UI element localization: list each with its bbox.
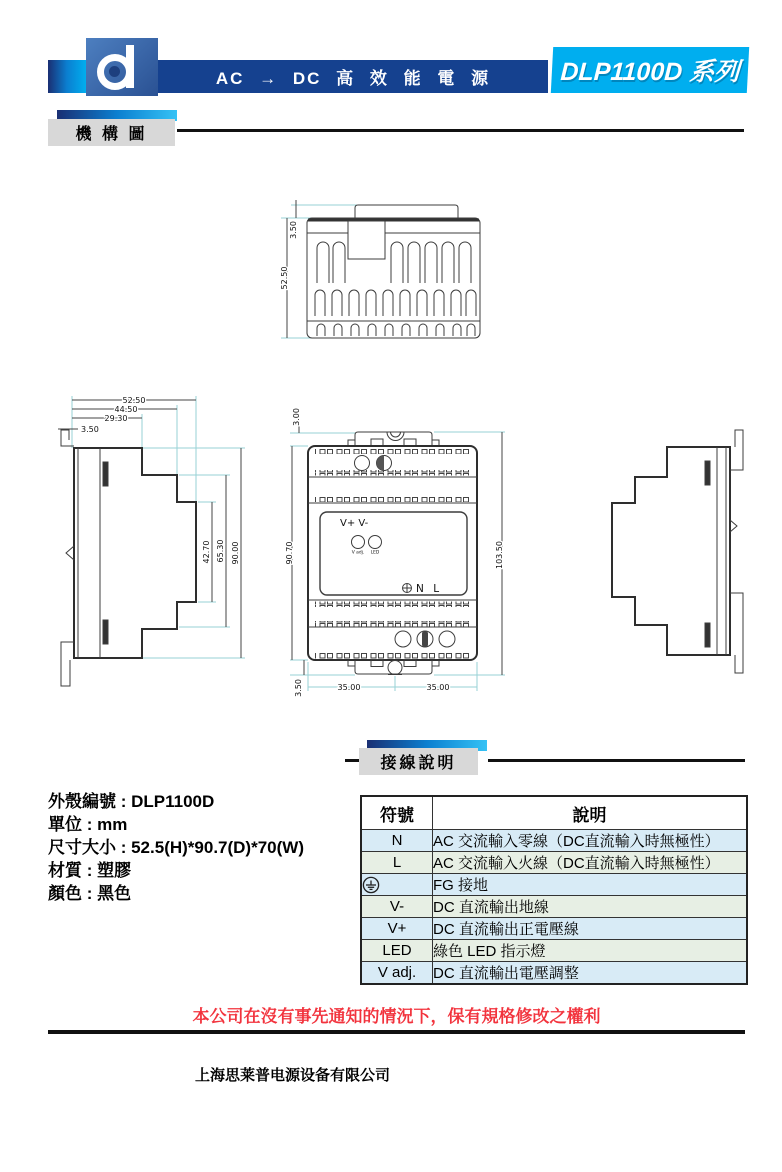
desc-cell: 綠色 LED 指示燈 bbox=[433, 940, 748, 962]
rights-notice: 本公司在沒有事先通知的情況下，保有規格修改之權利 bbox=[192, 1007, 601, 1026]
spec-line-size: 尺寸大小 : 52.5(H)*90.7(D)*70(W) bbox=[48, 838, 304, 857]
mechanical-section-rule bbox=[177, 129, 744, 132]
header-banner bbox=[158, 60, 548, 93]
dim-top-tab: 3.50 bbox=[289, 221, 298, 239]
dim-side-h3: 90.00 bbox=[231, 541, 240, 565]
series-badge-text: DLP1100D 系列 bbox=[559, 58, 741, 86]
dim-side-w2: 44.50 bbox=[114, 405, 138, 414]
desc-cell: DC 直流輸出電壓調整 bbox=[433, 962, 748, 985]
footer-divider bbox=[48, 1030, 745, 1034]
series-badge bbox=[551, 47, 749, 93]
wiring-section-title-text: 接線說明 bbox=[380, 755, 457, 772]
drawing-front-view bbox=[285, 395, 510, 707]
company-name: 上海思莱普电源设备有限公司 bbox=[195, 1067, 391, 1084]
mechanical-section-title bbox=[48, 119, 175, 146]
ground-icon bbox=[362, 876, 380, 894]
wiring-section-rule-right bbox=[488, 759, 745, 762]
dim-front-span2: 35.00 bbox=[426, 683, 450, 692]
wiring-section-title bbox=[359, 748, 478, 775]
vent-slots-row1 bbox=[317, 242, 471, 283]
dim-side-h1: 42.70 bbox=[202, 540, 211, 564]
case-specs bbox=[48, 790, 368, 905]
table-row bbox=[361, 940, 747, 962]
label-output-terminals: V+ V- bbox=[340, 518, 369, 529]
symbol-cell: V- bbox=[361, 896, 433, 918]
spec-line-material: 材質 : 塑膠 bbox=[48, 861, 132, 880]
table-row bbox=[361, 852, 747, 874]
dim-side-w1: 52.50 bbox=[122, 396, 146, 405]
table-row bbox=[361, 962, 747, 985]
header-accent-square bbox=[48, 60, 86, 93]
wiring-table bbox=[360, 795, 748, 985]
col-header-desc: 說明 bbox=[433, 796, 748, 830]
vent-slots-row2 bbox=[315, 290, 476, 316]
col-header-symbol: 符號 bbox=[361, 796, 433, 830]
dim-front-left: 90.70 bbox=[285, 541, 294, 565]
logo-dot-icon bbox=[109, 66, 120, 77]
symbol-cell: V+ bbox=[361, 918, 433, 940]
drawing-top-view bbox=[275, 192, 490, 345]
drawing-side-view-right bbox=[595, 425, 782, 700]
dim-front-top: 3.00 bbox=[292, 408, 301, 426]
ground-screw-icon bbox=[403, 584, 412, 593]
table-row bbox=[361, 896, 747, 918]
drawing-side-view-left bbox=[48, 388, 283, 700]
table-row bbox=[361, 874, 747, 896]
vent-slots-row3 bbox=[317, 324, 475, 336]
brand-logo bbox=[86, 38, 158, 96]
label-input-terminals: N L bbox=[416, 583, 443, 595]
spec-line-model: 外殼編號 : DLP1100D bbox=[48, 792, 215, 811]
dim-top-height: 52.50 bbox=[280, 266, 289, 290]
banner-text: AC → DC 高 效 能 電 源 bbox=[215, 69, 491, 88]
dim-side-w3: 29.30 bbox=[104, 414, 128, 423]
symbol-cell: N bbox=[361, 830, 433, 852]
symbol-cell: V adj. bbox=[361, 962, 433, 985]
label-led: LED bbox=[370, 550, 380, 556]
symbol-cell: LED bbox=[361, 940, 433, 962]
spec-line-unit: 單位 : mm bbox=[48, 815, 128, 834]
dim-side-h2: 65.30 bbox=[216, 539, 225, 563]
logo-d-stem bbox=[126, 45, 134, 88]
wiring-section-rule-left bbox=[345, 759, 359, 762]
table-row bbox=[361, 918, 747, 940]
dim-side-w4: 3.50 bbox=[81, 425, 99, 434]
desc-cell: AC 交流輸入零線（DC直流輸入時無極性） bbox=[433, 830, 748, 852]
dim-front-bottom-offset: 3.50 bbox=[294, 679, 303, 697]
symbol-cell: L bbox=[361, 852, 433, 874]
dim-front-span1: 35.00 bbox=[337, 683, 361, 692]
mechanical-section-title-text: 機 構 圖 bbox=[75, 126, 148, 143]
spec-line-color: 顏色 : 黑色 bbox=[48, 884, 132, 903]
symbol-cell bbox=[361, 874, 433, 896]
label-vadj: V adj. bbox=[351, 550, 365, 556]
dim-front-right: 103.50 bbox=[495, 541, 504, 569]
desc-cell: AC 交流輸入火線（DC直流輸入時無極性） bbox=[433, 852, 748, 874]
desc-cell: DC 直流輸出地線 bbox=[433, 896, 748, 918]
table-header-row bbox=[361, 796, 747, 830]
table-row bbox=[361, 830, 747, 852]
desc-cell: DC 直流輸出正電壓線 bbox=[433, 918, 748, 940]
desc-cell: FG 接地 bbox=[433, 874, 748, 896]
